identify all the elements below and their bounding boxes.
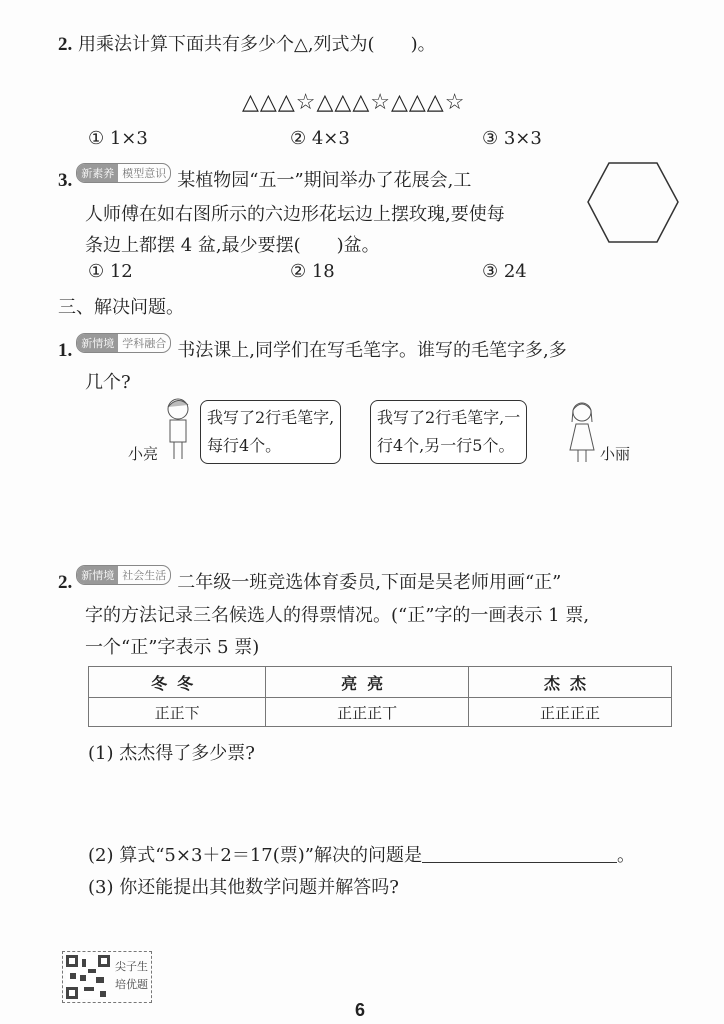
p1-stem: 1. 新情境 学科融合 书法课上,同学们在写毛笔字。谁写的毛笔字多,多 (58, 333, 567, 362)
q3-option-2: ② 18 (290, 261, 335, 282)
qr-code-icon (66, 955, 110, 999)
girl-speech-bubble: 我写了2行毛笔字,一 行4个,另一行5个。 (370, 400, 527, 464)
q3-stem: 3. 新素养 模型意识 某植物园“五一”期间举办了花展会,工 (58, 163, 471, 192)
boy-speech-bubble: 我写了2行毛笔字, 每行4个。 (200, 400, 341, 464)
qr-label: 尖子生 培优题 (115, 960, 148, 991)
tag: 新情境 社会生活 (76, 565, 171, 585)
q3-line: 人师傅在如右图所示的六边形花坛边上摆玫瑰,要使每 (85, 204, 505, 225)
q3-line: 条边上都摆 4 盆,最少要摆( )盆。 (85, 235, 380, 256)
p2-line: 一个“正”字表示 5 票) (85, 637, 260, 658)
sub-question-1: (1) 杰杰得了多少票? (88, 743, 255, 764)
sub-question-2: (2) 算式“5×3＋2＝17(票)”解决的问题是 。 (88, 845, 636, 866)
q3-option-1: ① 12 (88, 261, 133, 282)
q3-option-3: ③ 24 (482, 261, 527, 282)
answer-blank[interactable] (422, 844, 617, 863)
sub-question-3: (3) 你还能提出其他数学问题并解答吗? (88, 877, 399, 898)
page-number: 6 (355, 1000, 366, 1020)
p2-line: 字的方法记录三名候选人的得票情况。(“正”字的一画表示 1 票, (85, 605, 590, 626)
q2-option-1: ① 1×3 (88, 128, 148, 149)
section-title: 三、解决问题。 (58, 297, 184, 318)
p1-line: 几个? (85, 372, 131, 393)
q2-option-2: ② 4×3 (290, 128, 350, 149)
boy-illustration (160, 395, 196, 465)
p2-stem: 2. 新情境 社会生活 二年级一班竞选体育委员,下面是吴老师用画“正” (58, 565, 561, 594)
girl-illustration (564, 400, 600, 466)
qr-code-box (62, 951, 152, 1003)
q2-stem: 2. 用乘法计算下面共有多少个△,列式为( )。 (58, 34, 436, 55)
boy-name: 小亮 (128, 445, 159, 463)
q2-option-3: ③ 3×3 (482, 128, 542, 149)
tag: 新情境 学科融合 (76, 333, 171, 353)
girl-name: 小丽 (600, 445, 631, 463)
hexagon-figure (585, 160, 680, 245)
tag: 新素养 模型意识 (76, 163, 171, 183)
vote-table: 冬冬 亮亮 杰杰 正正下 正正正丅 正正正正 (88, 666, 672, 727)
shapes-row: △△△☆△△△☆△△△☆ (242, 90, 466, 115)
